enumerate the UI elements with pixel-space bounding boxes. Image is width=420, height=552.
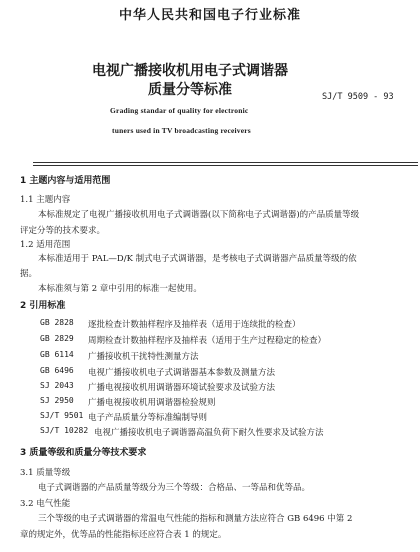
section-3-2-line1: 三个等级的电子式调谐器的常温电气性能的指标和测量方法应符合 GB 6496 中第 2 bbox=[38, 514, 353, 524]
section-3-2-heading: 3.2 电气性能 bbox=[20, 499, 71, 509]
section-3-2-line2: 章的规定外，优等品的性能指标还应符合表 1 的规定。 bbox=[20, 530, 227, 540]
ref-title: 广播电视接收机用调谐器环境试验要求及试验方法 bbox=[88, 383, 276, 393]
ref-code: SJ 2950 bbox=[40, 396, 74, 405]
ref-code: SJ/T 9501 bbox=[40, 411, 84, 420]
section-1-1-line1: 本标准规定了电视广播接收机用电子式调谐器(以下简称电子式调谐器)的产品质量等级 bbox=[38, 210, 360, 220]
ref-code: SJ 2043 bbox=[40, 381, 74, 390]
header-rule-top bbox=[33, 162, 418, 163]
section-3-heading: 3 质量等级和质量分等技术要求 bbox=[20, 448, 147, 458]
ref-code: SJ/T 10282 bbox=[40, 426, 89, 435]
ref-title: 周期检查计数抽样程序及抽样表（适用于生产过程稳定的检查） bbox=[88, 336, 327, 346]
section-1-2-line1: 本标准适用于 PAL—D/K 制式电子式调谐器，是考核电子式调谐器产品质量等级的依 bbox=[38, 254, 357, 264]
standard-header: 中华人民共和国电子行业标准 bbox=[118, 8, 301, 23]
section-1-2-line2: 据。 bbox=[20, 269, 38, 279]
ref-code: GB 6114 bbox=[40, 350, 74, 359]
ref-title: 电视广播接收机电子调谐器高温负荷下耐久性要求及试验方法 bbox=[94, 428, 324, 438]
ref-code: GB 2829 bbox=[40, 334, 74, 343]
document-title-line2: 质量分等标准 bbox=[148, 82, 232, 98]
ref-code: GB 2828 bbox=[40, 318, 74, 327]
ref-title: 电视广播接收机电子式调谐器基本参数及测量方法 bbox=[88, 368, 276, 378]
header-rule-bottom bbox=[33, 165, 418, 166]
ref-title: 电子产品质量分等标准编制导则 bbox=[88, 413, 208, 423]
ref-code: GB 6496 bbox=[40, 366, 74, 375]
section-1-2-heading: 1.2 适用范围 bbox=[20, 240, 71, 250]
ref-title: 广播电视接收机用调谐器检验规则 bbox=[88, 398, 216, 408]
ref-title: 广播接收机干扰特性测量方法 bbox=[88, 352, 199, 362]
section-3-1-line1: 电子式调谐器的产品质量等级分为三个等级：合格品、一等品和优等品。 bbox=[38, 483, 311, 493]
standard-code: SJ/T 9509 - 93 bbox=[322, 92, 394, 102]
section-1-1-line2: 评定分等的技术要求。 bbox=[20, 226, 106, 236]
english-title-line2: tuners used in TV broadcasting receivers bbox=[112, 126, 251, 135]
section-1-1-heading: 1.1 主题内容 bbox=[20, 195, 71, 205]
section-2-heading: 2 引用标准 bbox=[20, 301, 66, 311]
section-3-1-heading: 3.1 质量等级 bbox=[20, 468, 71, 478]
section-1-heading: 1 主题内容与适用范围 bbox=[20, 176, 111, 186]
document-title-line1: 电视广播接收机用电子式调谐器 bbox=[92, 63, 288, 79]
english-title-line1: Grading standar of quality for electronic bbox=[110, 106, 249, 115]
section-1-2-line3: 本标准须与第 2 章中引用的标准一起使用。 bbox=[38, 284, 202, 294]
ref-title: 逐批检查计数抽样程序及抽样表（适用于连续批的检查） bbox=[88, 320, 301, 330]
